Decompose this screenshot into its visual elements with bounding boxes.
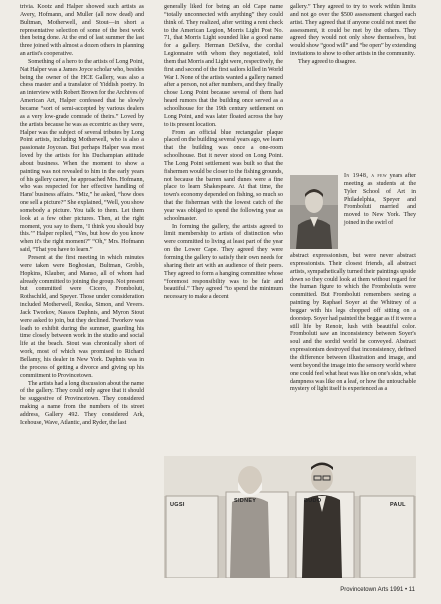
chair-label: PAUL [390,502,406,508]
paragraph: gallery.” They agreed to try to work within limits and not go over the $500 assessment charged each artist. They agreed that if anyone could not meet the assessment, it could be met by the others. They agreed they would not only show themselves, but would show “good will” and “be open” by extending invitations to show to other artists in the community. [290,4,416,58]
portrait-image [290,175,338,249]
portrait-photo [290,175,338,249]
chair-label: UGSI [170,502,185,508]
paragraph: Present at the first meeting in which minutes were taken were Boghosian, Bultman, Grobls, Hopkins, Klauber, and Manso, all of whom had already committed to joining the group. Not present but committed were Cicero, Fromboluti, Rothschild, and Speyer. Those under consideration included Motherwell, Resika, Simon, and Vevers. Jack Tworkov, Nassos Daphnis, and Myron Stout were asked to join, but they declined. Tworkov was loath to exhibit during the summer, guarding his time closely between work in the studio and social life at the beach. Stout was chronically short of work, most of which was promised to Richard Bellamy, his dealer in New York. Daphnis was in the process of getting a divorce and giving up his commitment to Provincetown. [20,255,144,379]
text-column-2 [164,4,283,302]
paragraph: years after meeting as students at the Tyler School of Art in Philadelphia, Speyer and Fromboluti married and moved to New York. They joined in the swirl of [344,173,417,227]
paragraph: They agreed to disagree. [298,58,357,65]
text-column-3-continued [290,253,416,394]
group-photo [164,456,416,578]
wrapped-text [344,173,416,228]
group-photo-image [164,456,416,578]
chair-label: SIDNEY [234,498,257,504]
paragraph: Something of a hero to the artists of Long Point, Nat Halper was a James Joyce scholar who, besides being the owner of the HCE Gallery, was also a chess master and a translator of Yiddish poetry. In an interview with Robert Brown for the Archives of American Art, Halper confessed that he slowly became “sort of semi-accepted by various dealers as a very low-grade comrade of theirs.” Loved by the artists because he was as eccentric as they were, Halper was the subject of several tributes by Long Point artists, including Motherwell, who is also a passionate Joycean. But perhaps Halper was most loved by the artists for his Duchampian attitude about business. When the moment to show a painting was not revealed to him in the early years of his gallery career, he approached Mrs. Hofmann, who was respected for her effective handling of Hans' business affairs. “Miz,” he asked, “how does one sell a picture?” She explained, “Well, you show somebody a picture. You talk to them. Let them look at a few other pictures. Then, at the right moment, you say to them, ‘I think you should buy this.’” Halper replied, “Yes, but how do you know when it's the right moment?” “Oh,” Mrs. Hofmann said, “That you have to learn.” [20,58,144,254]
text-column-1 [20,4,144,428]
paragraph: abstract expressionism, but were never abstract expressionists. Their closest friends, all abstract artists, sympathetically turned their paintings upside down so they could look at them without regard for the human figure to which the Frombolutis were committed. But Fromboluti remembers seeing a painting by Raphael Soyer at the Whitney of a beggar with his legs chopped off sitting on a doorstep. Soyer had painted the beggar as if it were a still life by Renoir, lush with beautiful color. Fromboluti saw an inconsistency between Soyer's soul and the sordid world he conveyed. Abstract expressionism destroyed that inconsistency, defined the difference between illustration and image, and went beyond the image into the sensory world where one could feel what heat was like on one's skin, what dampness was like on a leaf, or how the untouchable mystery of light itself is experienced as a [290,253,416,393]
lead-in: In 1948, a few [344,173,388,179]
text-column-3 [290,4,416,67]
paragraph: In forming the gallery, the artists agreed to limit membership to artists of distinction who were committed to living at least part of the year on the Lower Cape. They agreed they were forming the gallery to satisfy their own needs for sharing their art with an audience of their peers. They agreed to form a hanging committee whose “foremost responsibility was to be fair and beautiful.” They agreed “to spend the minimum necessary to make a decent [164,223,283,301]
paragraph: trivia. Kootz and Halper showed such artists as Avery, Hofmann, and Muller (all now dead) and Bultman, Motherwell, and Stout—in short a representative selection of some of the best work then being done. At the end of last summer the last three joined with almost a dozen others in planning an artist's cooperative. [20,4,144,58]
chair-label: BUDO [304,498,322,504]
page-footer: Provincetown Arts 1991 • 11 [340,587,415,593]
paragraph: generally liked for being an old Cape name “totally unconnected with anything” they could think of. They realized, after writing a rent check to the American Legion, Morris Light Post No. 71, that Morris Light sounded like a good name for a gallery. Herman DeSilva, the cordial Legionnaire with whom they negotiated, told them that Morris and Light were, respectively, the first and second of the first sailors killed in World War I. None of the artists wanted a gallery named after a person, not after numbers, and they finally chose Long Point because several of them had heard rumors that the building once served as a schoolhouse for the 19th century settlement on Long Point, and was later floated across the bay to its present location. [164,4,283,128]
paragraph: From an official blue rectangular plaque placed on the building several years ago, we learn that the building was once a one-room schoolhouse. But it never stood on Long Point. The Long Point settlement was built so that the fishermen would be closer to the fishing grounds, not because the barren sand dunes were a fine place to learn Shakespeare. At that time, the town's economy depended on fishing, so much so that the fisherman with the lowest catch of the year was obliged to spend the following year as schoolmaster. [164,129,283,222]
paragraph: The artists had a long discussion about the name of the gallery. They could only agree that it should be suggestive of Provincetown. They considered making a name from the numbers of its street address, Gallery 492. They considered Ark, Icehouse, Wave, Atlantic, and Ryder, the last [20,380,144,426]
